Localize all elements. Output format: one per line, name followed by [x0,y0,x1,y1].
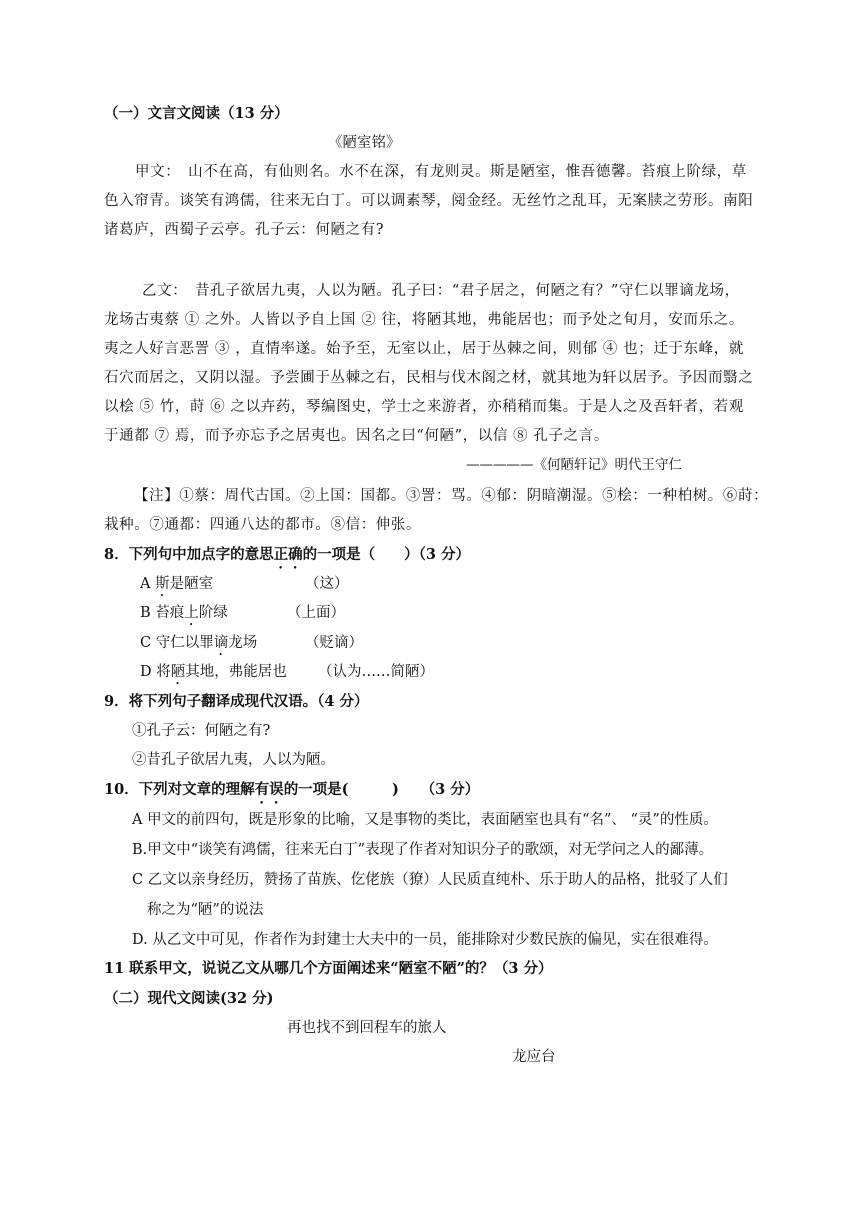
q8-stem: 8．下列句中加点字的意思正确的一项是（ ）（3 分） [104,546,470,563]
jia-line-3: 诸葛庐，西蜀子云亭。孔子云：何陋之有? [104,222,385,238]
q8-option-a: A 斯是陋室 [140,576,214,592]
q8-option-d: D 将陋其地，弗能居也 [140,664,287,680]
essay-title: 再也找不到回程车的旅人 [287,1020,447,1036]
q8-option-a-gloss: （这） [305,576,349,592]
q10-option-c: C 乙文以亲身经历，赞扬了苗族、仡佬族（獠）人民质直纯朴、乐于助人的品格，批驳了人们 [132,872,728,888]
q8-option-c: C 守仁以罪谪龙场 [140,635,258,651]
q10-option-d: D. 从乙文中可见，作者作为封建士大夫中的一员，能排除对少数民族的偏见，实在很难得。 [132,932,718,948]
source-attribution: —————《何陋轩记》明代王守仁 [466,457,682,473]
q10-emphasis: 有误 [254,781,284,798]
q8-option-d-gloss: （认为……简陋） [318,664,434,680]
passage-title: 《陋室铭》 [328,135,401,151]
yi-line-6: 于通都 ⑦ 焉，而予亦忘予之居夷也。因名之曰“何陋”，以信 ⑧ 孔子之言。 [104,428,609,444]
q10-option-b: B.甲文中“谈笑有鸿儒，往来无白丁”表现了作者对知识分子的歌颂，对无学问之人的鄙薄。 [132,842,714,858]
yi-line-4: 石穴而居之，又阴以湿。予尝圃于丛棘之右，民相与伐木阁之材，就其地为轩以居予。予因而翳之 [104,370,754,386]
q10-stem: 10．下列对文章的理解有误的一项是( ) （3 分） [104,781,480,798]
note-line-1: 【注】①蔡：周代古国。②上国：国都。③詈：骂。④郁：阴暗潮湿。⑤桧：一种柏树。⑥莳： [134,488,769,504]
jia-line-1: 甲文： 山不在高，有仙则名。水不在深，有龙则灵。斯是陋室，惟吾德馨。苔痕上阶绿，草 [135,164,747,180]
essay-author: 龙应台 [512,1049,556,1065]
q8-option-b-gloss: （上面） [287,605,345,621]
q8-emphasis: 正确 [273,546,303,563]
q9-item-1: ①孔子云：何陋之有? [132,723,271,739]
note-line-2: 栽种。⑦通都：四通八达的都市。⑧信：伸张。 [104,517,422,533]
jia-line-2: 色入帘青。谈笑有鸿儒，往来无白丁。可以调素琴，阅金经。无丝竹之乱耳，无案牍之劳形。南阳 [104,193,754,209]
section2-heading: （二）现代文阅读(32 分) [104,990,274,1007]
yi-line-5: 以桧 ⑤ 竹，莳 ⑥ 之以卉药，琴编图史，学士之来游者，亦稍稍而集。于是人之及吾轩者，若观 [104,399,744,415]
q8-option-b: B 苔痕上阶绿 [140,605,228,621]
q10-option-c-cont: 称之为“陋”的说法 [147,902,264,918]
q9-stem: 9．将下列句子翻译成现代汉语。（4 分） [104,693,369,710]
jia-label: 甲文： [135,164,174,180]
yi-line-2: 龙场古夷蔡 ① 之外。人皆以予自上国 ② 往，将陋其地，弗能居也；而予处之旬月，安而乐之。 [104,312,744,328]
section-heading: （一）文言文阅读（13 分） [104,105,289,122]
yi-line-1: 乙文： 昔孔子欲居九夷，人以为陋。孔子曰：“君子居之，何陋之有？”守仁以罪谪龙场， [142,283,740,299]
q10-option-a: A 甲文的前四句，既是形象的比喻，又是事物的类比，表面陋室也具有“名”、 “灵”的性质。 [132,812,718,828]
yi-line-3: 夷之人好言恶詈 ③ ，直情率遂。始予至，无室以止，居于丛棘之间，则郁 ④ 也；迁于东峰，就 [104,341,744,357]
yi-label: 乙文： [142,283,181,299]
q9-item-2: ②昔孔子欲居九夷，人以为陋。 [132,752,335,768]
q11-stem: 11 联系甲文，说说乙文从哪几个方面阐述来“陋室不陋”的？（3 分） [104,960,553,977]
q8-option-c-gloss: （贬谪） [305,635,363,651]
